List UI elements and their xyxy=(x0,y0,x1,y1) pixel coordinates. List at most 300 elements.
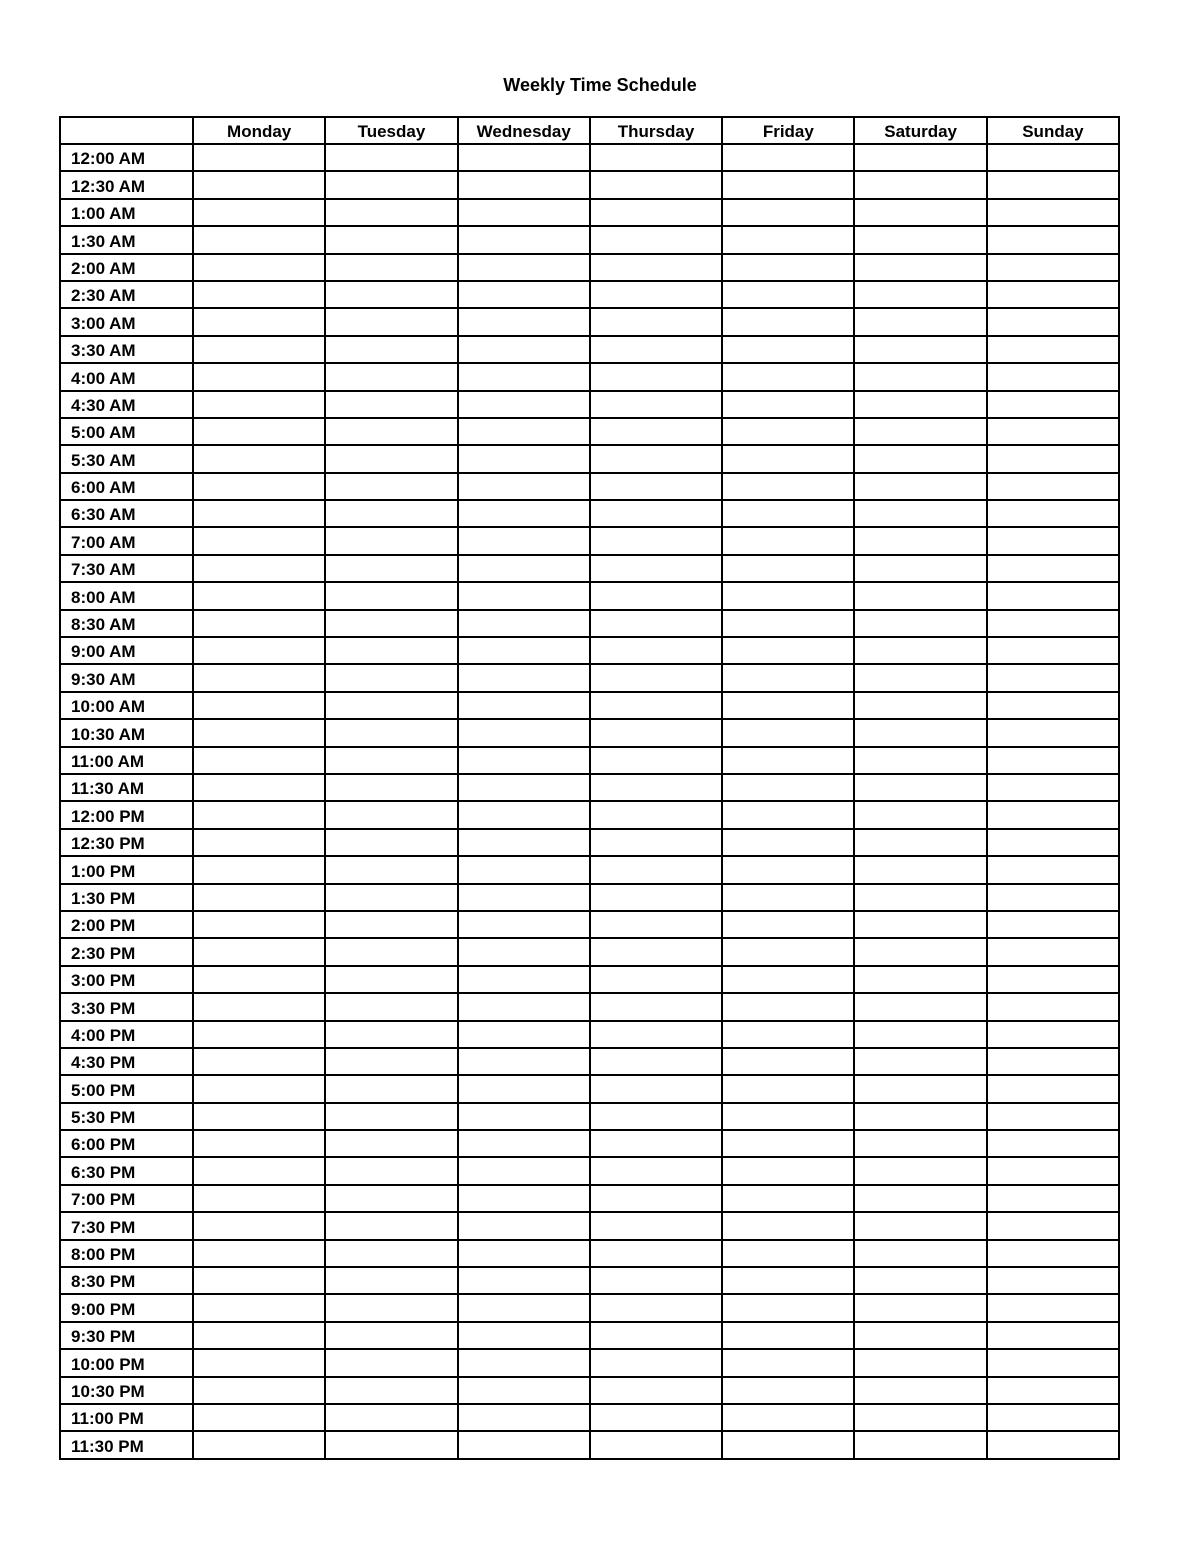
slot-cell-saturday[interactable] xyxy=(854,308,986,335)
slot-cell-sunday[interactable] xyxy=(987,829,1119,856)
slot-cell-wednesday[interactable] xyxy=(458,473,590,500)
slot-cell-saturday[interactable] xyxy=(854,254,986,281)
slot-cell-friday[interactable] xyxy=(722,445,854,472)
slot-cell-tuesday[interactable] xyxy=(325,884,457,911)
slot-cell-tuesday[interactable] xyxy=(325,1349,457,1376)
slot-cell-sunday[interactable] xyxy=(987,1431,1119,1458)
slot-cell-tuesday[interactable] xyxy=(325,911,457,938)
slot-cell-saturday[interactable] xyxy=(854,1103,986,1130)
slot-cell-monday[interactable] xyxy=(193,391,325,418)
slot-cell-saturday[interactable] xyxy=(854,1404,986,1431)
slot-cell-saturday[interactable] xyxy=(854,1322,986,1349)
slot-cell-sunday[interactable] xyxy=(987,884,1119,911)
slot-cell-sunday[interactable] xyxy=(987,1157,1119,1184)
slot-cell-friday[interactable] xyxy=(722,226,854,253)
slot-cell-tuesday[interactable] xyxy=(325,445,457,472)
slot-cell-friday[interactable] xyxy=(722,363,854,390)
slot-cell-thursday[interactable] xyxy=(590,1404,722,1431)
slot-cell-tuesday[interactable] xyxy=(325,1404,457,1431)
slot-cell-thursday[interactable] xyxy=(590,1349,722,1376)
slot-cell-saturday[interactable] xyxy=(854,336,986,363)
slot-cell-friday[interactable] xyxy=(722,199,854,226)
slot-cell-monday[interactable] xyxy=(193,1021,325,1048)
slot-cell-sunday[interactable] xyxy=(987,1048,1119,1075)
slot-cell-wednesday[interactable] xyxy=(458,938,590,965)
slot-cell-tuesday[interactable] xyxy=(325,199,457,226)
slot-cell-thursday[interactable] xyxy=(590,966,722,993)
slot-cell-tuesday[interactable] xyxy=(325,336,457,363)
slot-cell-wednesday[interactable] xyxy=(458,1294,590,1321)
slot-cell-tuesday[interactable] xyxy=(325,281,457,308)
slot-cell-thursday[interactable] xyxy=(590,1157,722,1184)
slot-cell-thursday[interactable] xyxy=(590,1130,722,1157)
slot-cell-friday[interactable] xyxy=(722,1212,854,1239)
slot-cell-saturday[interactable] xyxy=(854,555,986,582)
slot-cell-saturday[interactable] xyxy=(854,610,986,637)
slot-cell-saturday[interactable] xyxy=(854,281,986,308)
slot-cell-thursday[interactable] xyxy=(590,363,722,390)
slot-cell-thursday[interactable] xyxy=(590,938,722,965)
slot-cell-sunday[interactable] xyxy=(987,1322,1119,1349)
slot-cell-monday[interactable] xyxy=(193,308,325,335)
slot-cell-wednesday[interactable] xyxy=(458,418,590,445)
slot-cell-monday[interactable] xyxy=(193,1048,325,1075)
slot-cell-wednesday[interactable] xyxy=(458,856,590,883)
slot-cell-friday[interactable] xyxy=(722,911,854,938)
slot-cell-monday[interactable] xyxy=(193,363,325,390)
slot-cell-sunday[interactable] xyxy=(987,1294,1119,1321)
slot-cell-tuesday[interactable] xyxy=(325,582,457,609)
slot-cell-friday[interactable] xyxy=(722,1240,854,1267)
slot-cell-tuesday[interactable] xyxy=(325,637,457,664)
slot-cell-thursday[interactable] xyxy=(590,801,722,828)
slot-cell-sunday[interactable] xyxy=(987,473,1119,500)
slot-cell-thursday[interactable] xyxy=(590,637,722,664)
slot-cell-monday[interactable] xyxy=(193,171,325,198)
slot-cell-sunday[interactable] xyxy=(987,363,1119,390)
slot-cell-tuesday[interactable] xyxy=(325,1157,457,1184)
slot-cell-saturday[interactable] xyxy=(854,774,986,801)
slot-cell-wednesday[interactable] xyxy=(458,500,590,527)
slot-cell-friday[interactable] xyxy=(722,555,854,582)
slot-cell-thursday[interactable] xyxy=(590,1240,722,1267)
slot-cell-saturday[interactable] xyxy=(854,1240,986,1267)
slot-cell-sunday[interactable] xyxy=(987,1130,1119,1157)
slot-cell-tuesday[interactable] xyxy=(325,1294,457,1321)
slot-cell-thursday[interactable] xyxy=(590,1075,722,1102)
slot-cell-wednesday[interactable] xyxy=(458,664,590,691)
slot-cell-thursday[interactable] xyxy=(590,1322,722,1349)
slot-cell-monday[interactable] xyxy=(193,637,325,664)
slot-cell-saturday[interactable] xyxy=(854,856,986,883)
slot-cell-tuesday[interactable] xyxy=(325,747,457,774)
slot-cell-monday[interactable] xyxy=(193,1212,325,1239)
slot-cell-tuesday[interactable] xyxy=(325,1267,457,1294)
slot-cell-friday[interactable] xyxy=(722,1431,854,1458)
slot-cell-sunday[interactable] xyxy=(987,664,1119,691)
slot-cell-friday[interactable] xyxy=(722,473,854,500)
slot-cell-wednesday[interactable] xyxy=(458,336,590,363)
slot-cell-friday[interactable] xyxy=(722,281,854,308)
slot-cell-sunday[interactable] xyxy=(987,1212,1119,1239)
slot-cell-thursday[interactable] xyxy=(590,1294,722,1321)
slot-cell-sunday[interactable] xyxy=(987,336,1119,363)
slot-cell-sunday[interactable] xyxy=(987,719,1119,746)
slot-cell-sunday[interactable] xyxy=(987,281,1119,308)
slot-cell-thursday[interactable] xyxy=(590,582,722,609)
slot-cell-wednesday[interactable] xyxy=(458,1267,590,1294)
slot-cell-monday[interactable] xyxy=(193,336,325,363)
slot-cell-sunday[interactable] xyxy=(987,527,1119,554)
slot-cell-tuesday[interactable] xyxy=(325,254,457,281)
slot-cell-tuesday[interactable] xyxy=(325,610,457,637)
slot-cell-monday[interactable] xyxy=(193,1130,325,1157)
slot-cell-wednesday[interactable] xyxy=(458,445,590,472)
slot-cell-thursday[interactable] xyxy=(590,527,722,554)
slot-cell-monday[interactable] xyxy=(193,226,325,253)
slot-cell-tuesday[interactable] xyxy=(325,1021,457,1048)
slot-cell-thursday[interactable] xyxy=(590,226,722,253)
slot-cell-wednesday[interactable] xyxy=(458,281,590,308)
slot-cell-thursday[interactable] xyxy=(590,336,722,363)
slot-cell-wednesday[interactable] xyxy=(458,829,590,856)
slot-cell-tuesday[interactable] xyxy=(325,1103,457,1130)
slot-cell-tuesday[interactable] xyxy=(325,993,457,1020)
slot-cell-sunday[interactable] xyxy=(987,747,1119,774)
slot-cell-tuesday[interactable] xyxy=(325,226,457,253)
slot-cell-friday[interactable] xyxy=(722,719,854,746)
slot-cell-thursday[interactable] xyxy=(590,610,722,637)
slot-cell-wednesday[interactable] xyxy=(458,1130,590,1157)
slot-cell-friday[interactable] xyxy=(722,527,854,554)
slot-cell-wednesday[interactable] xyxy=(458,391,590,418)
slot-cell-friday[interactable] xyxy=(722,1404,854,1431)
slot-cell-monday[interactable] xyxy=(193,1349,325,1376)
slot-cell-tuesday[interactable] xyxy=(325,144,457,171)
slot-cell-sunday[interactable] xyxy=(987,692,1119,719)
slot-cell-tuesday[interactable] xyxy=(325,1212,457,1239)
slot-cell-friday[interactable] xyxy=(722,336,854,363)
slot-cell-friday[interactable] xyxy=(722,829,854,856)
slot-cell-saturday[interactable] xyxy=(854,1212,986,1239)
slot-cell-monday[interactable] xyxy=(193,555,325,582)
slot-cell-saturday[interactable] xyxy=(854,1267,986,1294)
slot-cell-saturday[interactable] xyxy=(854,473,986,500)
slot-cell-wednesday[interactable] xyxy=(458,747,590,774)
slot-cell-sunday[interactable] xyxy=(987,144,1119,171)
slot-cell-saturday[interactable] xyxy=(854,582,986,609)
slot-cell-friday[interactable] xyxy=(722,254,854,281)
slot-cell-monday[interactable] xyxy=(193,829,325,856)
slot-cell-thursday[interactable] xyxy=(590,1103,722,1130)
slot-cell-monday[interactable] xyxy=(193,473,325,500)
slot-cell-monday[interactable] xyxy=(193,1431,325,1458)
slot-cell-sunday[interactable] xyxy=(987,993,1119,1020)
slot-cell-sunday[interactable] xyxy=(987,1349,1119,1376)
slot-cell-saturday[interactable] xyxy=(854,1294,986,1321)
slot-cell-wednesday[interactable] xyxy=(458,1431,590,1458)
slot-cell-tuesday[interactable] xyxy=(325,418,457,445)
slot-cell-friday[interactable] xyxy=(722,692,854,719)
slot-cell-friday[interactable] xyxy=(722,1322,854,1349)
slot-cell-saturday[interactable] xyxy=(854,829,986,856)
slot-cell-wednesday[interactable] xyxy=(458,1185,590,1212)
slot-cell-tuesday[interactable] xyxy=(325,1431,457,1458)
slot-cell-thursday[interactable] xyxy=(590,829,722,856)
slot-cell-thursday[interactable] xyxy=(590,1431,722,1458)
slot-cell-thursday[interactable] xyxy=(590,1212,722,1239)
slot-cell-saturday[interactable] xyxy=(854,966,986,993)
slot-cell-monday[interactable] xyxy=(193,719,325,746)
slot-cell-monday[interactable] xyxy=(193,281,325,308)
slot-cell-thursday[interactable] xyxy=(590,1267,722,1294)
slot-cell-monday[interactable] xyxy=(193,527,325,554)
slot-cell-wednesday[interactable] xyxy=(458,171,590,198)
slot-cell-tuesday[interactable] xyxy=(325,692,457,719)
slot-cell-thursday[interactable] xyxy=(590,254,722,281)
slot-cell-monday[interactable] xyxy=(193,801,325,828)
slot-cell-friday[interactable] xyxy=(722,664,854,691)
slot-cell-sunday[interactable] xyxy=(987,445,1119,472)
slot-cell-wednesday[interactable] xyxy=(458,692,590,719)
slot-cell-wednesday[interactable] xyxy=(458,1349,590,1376)
slot-cell-tuesday[interactable] xyxy=(325,966,457,993)
slot-cell-saturday[interactable] xyxy=(854,226,986,253)
slot-cell-friday[interactable] xyxy=(722,308,854,335)
slot-cell-friday[interactable] xyxy=(722,884,854,911)
slot-cell-sunday[interactable] xyxy=(987,1377,1119,1404)
slot-cell-monday[interactable] xyxy=(193,418,325,445)
slot-cell-saturday[interactable] xyxy=(854,1048,986,1075)
slot-cell-tuesday[interactable] xyxy=(325,1075,457,1102)
slot-cell-saturday[interactable] xyxy=(854,1021,986,1048)
slot-cell-tuesday[interactable] xyxy=(325,719,457,746)
slot-cell-tuesday[interactable] xyxy=(325,774,457,801)
slot-cell-sunday[interactable] xyxy=(987,582,1119,609)
slot-cell-friday[interactable] xyxy=(722,500,854,527)
slot-cell-wednesday[interactable] xyxy=(458,884,590,911)
slot-cell-tuesday[interactable] xyxy=(325,555,457,582)
slot-cell-monday[interactable] xyxy=(193,747,325,774)
slot-cell-thursday[interactable] xyxy=(590,774,722,801)
slot-cell-friday[interactable] xyxy=(722,774,854,801)
slot-cell-saturday[interactable] xyxy=(854,418,986,445)
slot-cell-sunday[interactable] xyxy=(987,801,1119,828)
slot-cell-wednesday[interactable] xyxy=(458,801,590,828)
slot-cell-monday[interactable] xyxy=(193,1404,325,1431)
slot-cell-thursday[interactable] xyxy=(590,664,722,691)
slot-cell-saturday[interactable] xyxy=(854,1157,986,1184)
slot-cell-saturday[interactable] xyxy=(854,199,986,226)
slot-cell-monday[interactable] xyxy=(193,774,325,801)
slot-cell-sunday[interactable] xyxy=(987,966,1119,993)
slot-cell-monday[interactable] xyxy=(193,1322,325,1349)
slot-cell-friday[interactable] xyxy=(722,1103,854,1130)
slot-cell-wednesday[interactable] xyxy=(458,226,590,253)
slot-cell-thursday[interactable] xyxy=(590,281,722,308)
slot-cell-saturday[interactable] xyxy=(854,1349,986,1376)
slot-cell-sunday[interactable] xyxy=(987,911,1119,938)
slot-cell-sunday[interactable] xyxy=(987,226,1119,253)
slot-cell-saturday[interactable] xyxy=(854,1431,986,1458)
slot-cell-saturday[interactable] xyxy=(854,637,986,664)
slot-cell-tuesday[interactable] xyxy=(325,664,457,691)
slot-cell-friday[interactable] xyxy=(722,610,854,637)
slot-cell-monday[interactable] xyxy=(193,1377,325,1404)
slot-cell-friday[interactable] xyxy=(722,1130,854,1157)
slot-cell-wednesday[interactable] xyxy=(458,1157,590,1184)
slot-cell-friday[interactable] xyxy=(722,856,854,883)
slot-cell-friday[interactable] xyxy=(722,938,854,965)
slot-cell-wednesday[interactable] xyxy=(458,993,590,1020)
slot-cell-saturday[interactable] xyxy=(854,391,986,418)
slot-cell-thursday[interactable] xyxy=(590,1048,722,1075)
slot-cell-thursday[interactable] xyxy=(590,391,722,418)
slot-cell-tuesday[interactable] xyxy=(325,171,457,198)
slot-cell-thursday[interactable] xyxy=(590,719,722,746)
slot-cell-thursday[interactable] xyxy=(590,993,722,1020)
slot-cell-monday[interactable] xyxy=(193,1103,325,1130)
slot-cell-friday[interactable] xyxy=(722,1267,854,1294)
slot-cell-tuesday[interactable] xyxy=(325,1130,457,1157)
slot-cell-thursday[interactable] xyxy=(590,500,722,527)
slot-cell-thursday[interactable] xyxy=(590,473,722,500)
slot-cell-friday[interactable] xyxy=(722,171,854,198)
slot-cell-thursday[interactable] xyxy=(590,911,722,938)
slot-cell-tuesday[interactable] xyxy=(325,801,457,828)
slot-cell-monday[interactable] xyxy=(193,1294,325,1321)
slot-cell-friday[interactable] xyxy=(722,747,854,774)
slot-cell-wednesday[interactable] xyxy=(458,1021,590,1048)
slot-cell-wednesday[interactable] xyxy=(458,1377,590,1404)
slot-cell-friday[interactable] xyxy=(722,1048,854,1075)
slot-cell-friday[interactable] xyxy=(722,144,854,171)
slot-cell-friday[interactable] xyxy=(722,966,854,993)
slot-cell-sunday[interactable] xyxy=(987,637,1119,664)
slot-cell-thursday[interactable] xyxy=(590,1377,722,1404)
slot-cell-tuesday[interactable] xyxy=(325,1240,457,1267)
slot-cell-wednesday[interactable] xyxy=(458,199,590,226)
slot-cell-saturday[interactable] xyxy=(854,171,986,198)
slot-cell-wednesday[interactable] xyxy=(458,774,590,801)
slot-cell-sunday[interactable] xyxy=(987,500,1119,527)
slot-cell-thursday[interactable] xyxy=(590,555,722,582)
slot-cell-thursday[interactable] xyxy=(590,856,722,883)
slot-cell-tuesday[interactable] xyxy=(325,1185,457,1212)
slot-cell-monday[interactable] xyxy=(193,1185,325,1212)
slot-cell-thursday[interactable] xyxy=(590,199,722,226)
slot-cell-sunday[interactable] xyxy=(987,254,1119,281)
slot-cell-wednesday[interactable] xyxy=(458,144,590,171)
slot-cell-wednesday[interactable] xyxy=(458,1404,590,1431)
slot-cell-thursday[interactable] xyxy=(590,171,722,198)
slot-cell-sunday[interactable] xyxy=(987,610,1119,637)
slot-cell-saturday[interactable] xyxy=(854,527,986,554)
slot-cell-saturday[interactable] xyxy=(854,993,986,1020)
slot-cell-saturday[interactable] xyxy=(854,445,986,472)
slot-cell-friday[interactable] xyxy=(722,1185,854,1212)
slot-cell-friday[interactable] xyxy=(722,801,854,828)
slot-cell-monday[interactable] xyxy=(193,582,325,609)
slot-cell-sunday[interactable] xyxy=(987,418,1119,445)
slot-cell-monday[interactable] xyxy=(193,500,325,527)
slot-cell-sunday[interactable] xyxy=(987,938,1119,965)
slot-cell-monday[interactable] xyxy=(193,1157,325,1184)
slot-cell-monday[interactable] xyxy=(193,1075,325,1102)
slot-cell-saturday[interactable] xyxy=(854,747,986,774)
slot-cell-tuesday[interactable] xyxy=(325,308,457,335)
slot-cell-thursday[interactable] xyxy=(590,308,722,335)
slot-cell-tuesday[interactable] xyxy=(325,938,457,965)
slot-cell-saturday[interactable] xyxy=(854,664,986,691)
slot-cell-wednesday[interactable] xyxy=(458,1075,590,1102)
slot-cell-sunday[interactable] xyxy=(987,1404,1119,1431)
slot-cell-sunday[interactable] xyxy=(987,391,1119,418)
slot-cell-sunday[interactable] xyxy=(987,308,1119,335)
slot-cell-thursday[interactable] xyxy=(590,747,722,774)
slot-cell-monday[interactable] xyxy=(193,938,325,965)
slot-cell-wednesday[interactable] xyxy=(458,719,590,746)
slot-cell-monday[interactable] xyxy=(193,1240,325,1267)
slot-cell-friday[interactable] xyxy=(722,418,854,445)
slot-cell-wednesday[interactable] xyxy=(458,966,590,993)
slot-cell-wednesday[interactable] xyxy=(458,1103,590,1130)
slot-cell-wednesday[interactable] xyxy=(458,610,590,637)
slot-cell-sunday[interactable] xyxy=(987,856,1119,883)
slot-cell-monday[interactable] xyxy=(193,911,325,938)
slot-cell-wednesday[interactable] xyxy=(458,637,590,664)
slot-cell-wednesday[interactable] xyxy=(458,1322,590,1349)
slot-cell-saturday[interactable] xyxy=(854,938,986,965)
slot-cell-saturday[interactable] xyxy=(854,1075,986,1102)
slot-cell-monday[interactable] xyxy=(193,199,325,226)
slot-cell-tuesday[interactable] xyxy=(325,473,457,500)
slot-cell-saturday[interactable] xyxy=(854,363,986,390)
slot-cell-sunday[interactable] xyxy=(987,774,1119,801)
slot-cell-monday[interactable] xyxy=(193,1267,325,1294)
slot-cell-sunday[interactable] xyxy=(987,1267,1119,1294)
slot-cell-monday[interactable] xyxy=(193,856,325,883)
slot-cell-saturday[interactable] xyxy=(854,1130,986,1157)
slot-cell-sunday[interactable] xyxy=(987,199,1119,226)
slot-cell-wednesday[interactable] xyxy=(458,254,590,281)
slot-cell-monday[interactable] xyxy=(193,966,325,993)
slot-cell-saturday[interactable] xyxy=(854,911,986,938)
slot-cell-sunday[interactable] xyxy=(987,1185,1119,1212)
slot-cell-monday[interactable] xyxy=(193,144,325,171)
slot-cell-friday[interactable] xyxy=(722,1157,854,1184)
slot-cell-wednesday[interactable] xyxy=(458,911,590,938)
slot-cell-thursday[interactable] xyxy=(590,1185,722,1212)
slot-cell-sunday[interactable] xyxy=(987,555,1119,582)
slot-cell-saturday[interactable] xyxy=(854,719,986,746)
slot-cell-thursday[interactable] xyxy=(590,144,722,171)
slot-cell-tuesday[interactable] xyxy=(325,1377,457,1404)
slot-cell-sunday[interactable] xyxy=(987,1075,1119,1102)
slot-cell-wednesday[interactable] xyxy=(458,308,590,335)
slot-cell-friday[interactable] xyxy=(722,1075,854,1102)
slot-cell-tuesday[interactable] xyxy=(325,391,457,418)
slot-cell-friday[interactable] xyxy=(722,637,854,664)
slot-cell-monday[interactable] xyxy=(193,254,325,281)
slot-cell-sunday[interactable] xyxy=(987,171,1119,198)
slot-cell-saturday[interactable] xyxy=(854,884,986,911)
slot-cell-sunday[interactable] xyxy=(987,1021,1119,1048)
slot-cell-saturday[interactable] xyxy=(854,144,986,171)
slot-cell-wednesday[interactable] xyxy=(458,1240,590,1267)
slot-cell-saturday[interactable] xyxy=(854,801,986,828)
slot-cell-friday[interactable] xyxy=(722,1294,854,1321)
